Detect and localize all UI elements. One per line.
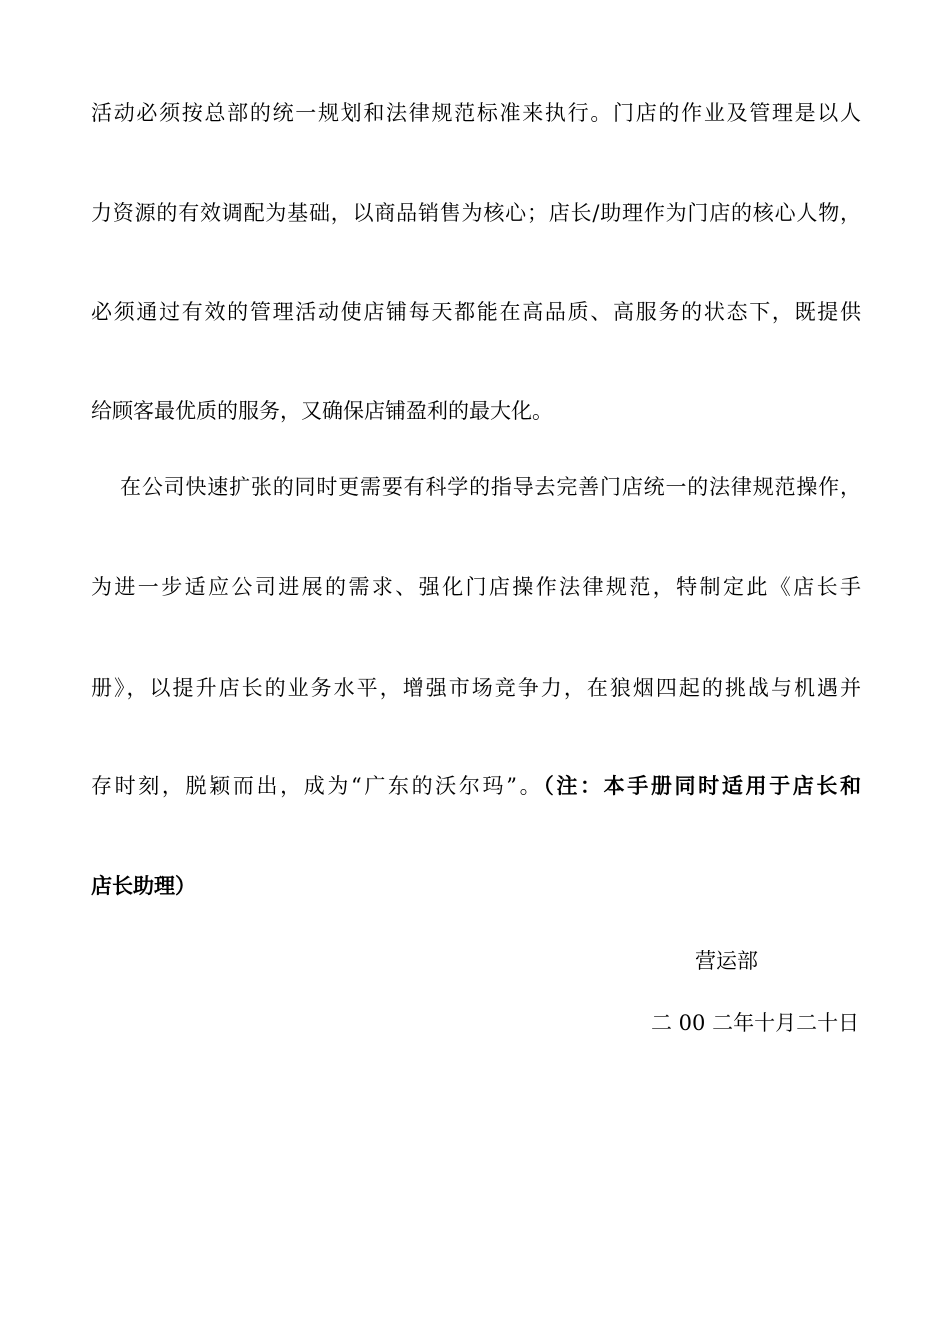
signature-department: 营运部 (695, 949, 758, 973)
paragraph1-line-2: 力资源的有效调配为基础，以商品销售为核心；店长/助理作为门店的核心人物， (91, 201, 861, 225)
paragraph1-line-1: 活动必须按总部的统一规划和法律规范标准来执行。门店的作业及管理是以人 (91, 101, 861, 125)
signature-date: 二 00 二年十月二十日 (651, 1011, 860, 1035)
paragraph1-line-4: 给顾客最优质的服务，又确保店铺盈利的最大化。 (91, 399, 553, 423)
paragraph2-line-4-text: 存时刻，脱颖而出，成为“广东的沃尔玛”。 (91, 774, 544, 798)
paragraph1-line-3: 必须通过有效的管理活动使店铺每天都能在高品质、高服务的状态下，既提供 (91, 300, 861, 324)
paragraph2-line-3: 册》，以提升店长的业务水平，增强市场竞争力，在狼烟四起的挑战与机遇并 (91, 676, 861, 700)
paragraph2-line-4 (91, 771, 861, 801)
paragraph2-line-1: 在公司快速扩张的同时更需要有科学的指导去完善门店统一的法律规范操作， (120, 475, 861, 499)
note-text-end: 店长助理） (91, 873, 196, 898)
paragraph2-line-2: 为进一步适应公司进展的需求、强化门店操作法律规范，特制定此《店长手 (91, 575, 861, 599)
note-text-start: （注：本手册同时适用于店长和 (543, 773, 861, 798)
